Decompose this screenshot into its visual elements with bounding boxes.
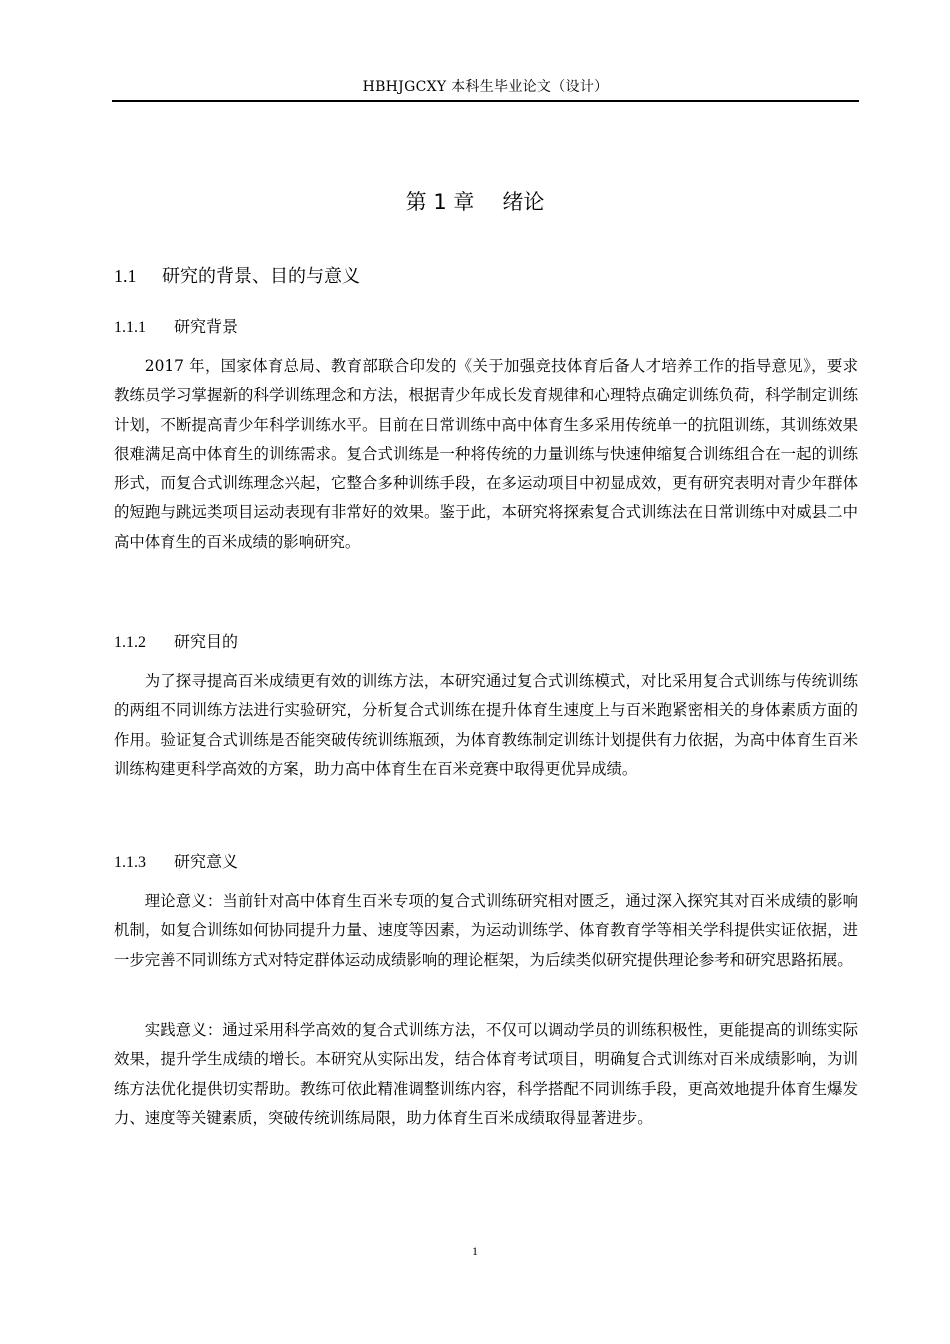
header-rule (112, 100, 859, 102)
page-number: 1 (472, 1244, 478, 1258)
section-number: 1.1 (114, 266, 137, 286)
subsection-heading-1-1-1 (114, 314, 238, 337)
subsection-number: 1.1.1 (114, 319, 146, 336)
chapter-title (0, 186, 950, 216)
subsection-number: 1.1.2 (114, 634, 146, 651)
section-heading-1-1 (114, 262, 360, 288)
subsection-heading-1-1-3 (114, 849, 238, 872)
subsection-title: 研究意义 (174, 852, 239, 871)
subsection-title: 研究目的 (174, 632, 239, 651)
paragraph-theoretical-significance: 理论意义：当前针对高中体育生百米专项的复合式训练研究相对匮乏，通过深入探究其对百米成绩的影响机制，如复合训练如何协同提升力量、速度等因素，为运动训练学、体育教育学等相关学科提供实证依据，进一步完善不同训练方式对特定群体运动成绩影响的理论框架，为后续类似研究提供理论参考和研究思路拓展。 (114, 892, 858, 969)
chapter-name: 绪论 (502, 190, 545, 214)
paragraph-research-purpose: 为了探寻提高百米成绩更有效的训练方法，本研究通过复合式训练模式，对比采用复合式训练与传统训练的两组不同训练方法进行实验研究，分析复合式训练在提升体育生速度上与百米跑紧密相关的身体素质方面的作用。验证复合式训练是否能突破传统训练瓶颈，为体育教练制定训练计划提供有力依据，为高中体育生百米训练构建更科学高效的方案，助力高中体育生在百米竞赛中取得更优异成绩。 (114, 672, 858, 778)
section-title: 研究的背景、目的与意义 (162, 266, 360, 287)
subsection-number: 1.1.3 (114, 854, 146, 871)
subsection-heading-1-1-2 (114, 629, 238, 652)
subsection-title: 研究背景 (174, 317, 239, 336)
paragraph-practical-significance: 实践意义：通过采用科学高效的复合式训练方法，不仅可以调动学员的训练积极性，更能提高的训练实际效果，提升学生成绩的增长。本研究从实际出发，结合体育考试项目，明确复合式训练对百米成绩影响，为训练方法优化提供切实帮助。教练可依此精准调整训练内容，科学搭配不同训练手段，更高效地提升体育生爆发力、速度等关键素质，突破传统训练局限，助力体育生百米成绩取得显著进步。 (114, 1021, 858, 1127)
chapter-number: 第 1 章 (405, 190, 475, 214)
paragraph-research-background: 2017 年，国家体育总局、教育部联合印发的《关于加强竞技体育后备人才培养工作的指导意见》，要求教练员学习掌握新的科学训练理念和方法，根据青少年成长发育规律和心理特点确定训练负荷，科学制定训练计划，不断提高青少年科学训练水平。目前在日常训练中高中体育生多采用传统单一的抗阻训练，其训练效果很难满足高中体育生的训练需求。复合式训练是一种将传统的力量训练与快速伸缩复合训练组合在一起的训练形式，而复合式训练理念兴起，它整合多种训练手段，在多运动项目中初显成效，更有研究表明对青少年群体的短跑与跳远类项目运动表现有非常好的效果。鉴于此，本研究将探索复合式训练法在日常训练中对威县二中高中体育生的百米成绩的影响研究。 (114, 357, 858, 551)
running-header: HBHJGCXY 本科生毕业论文（设计） (362, 79, 609, 95)
